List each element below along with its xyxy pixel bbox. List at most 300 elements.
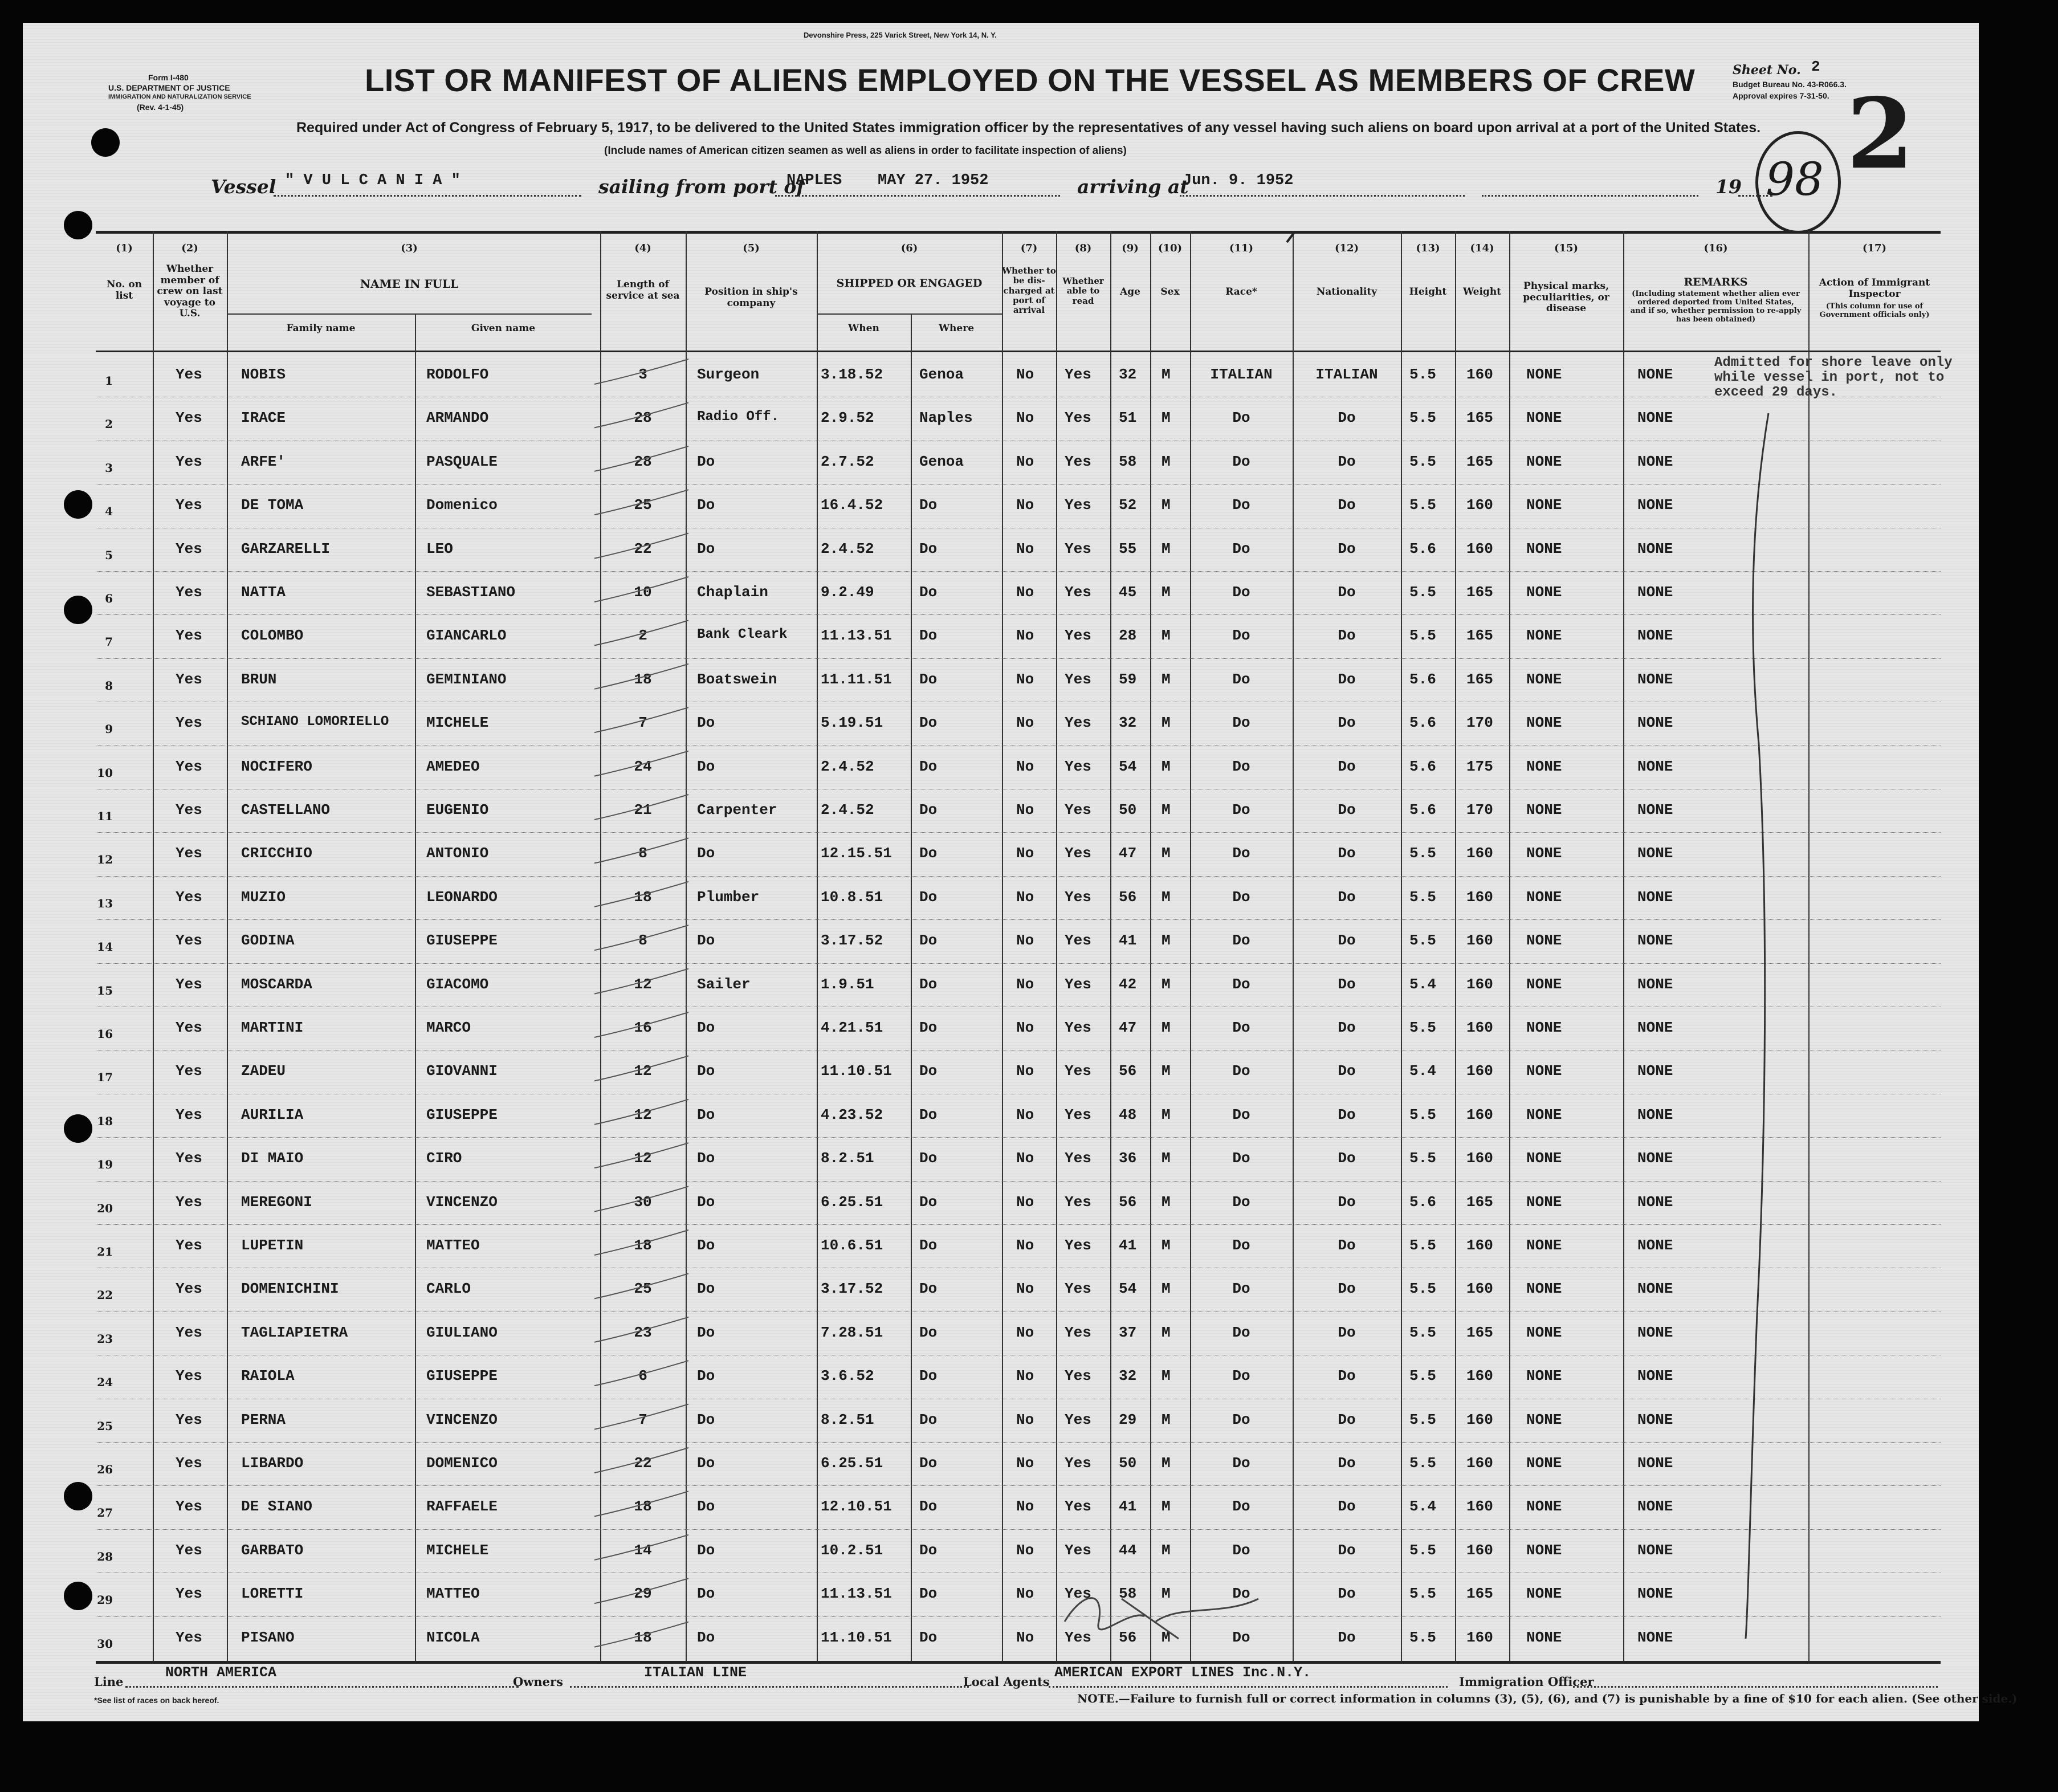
sex: M — [1162, 584, 1171, 601]
height: 5.5 — [1409, 1237, 1436, 1254]
race: Do — [1232, 1323, 1250, 1341]
shipped-where: Do — [919, 1367, 938, 1385]
sex: M — [1162, 1150, 1171, 1167]
remarks-vertical-stroke — [1746, 413, 1768, 1639]
given-name: GEMINIANO — [426, 670, 507, 688]
race: Do — [1232, 496, 1250, 514]
header-remarks: REMARKS — [1684, 276, 1748, 288]
shipped-when: 2.4.52 — [821, 540, 874, 557]
remarks: NONE — [1637, 366, 1673, 383]
nationality: Do — [1338, 540, 1356, 557]
sex: M — [1162, 540, 1171, 557]
height: 5.6 — [1409, 1193, 1436, 1211]
shipped-when: 8.2.51 — [821, 1411, 874, 1428]
remarks: NONE — [1637, 1193, 1673, 1211]
sex: M — [1162, 453, 1171, 470]
shipped-where: Genoa — [919, 453, 964, 470]
able-to-read: Yes — [1065, 932, 1091, 950]
row-number: 14 — [97, 940, 113, 954]
given-name: NICOLA — [426, 1628, 480, 1646]
discharged: No — [1016, 975, 1034, 993]
shipped-where: Do — [919, 1237, 938, 1254]
service-length: 14 — [634, 1541, 652, 1559]
shipped-where: Do — [919, 1193, 938, 1211]
nationality: Do — [1338, 453, 1356, 470]
sex: M — [1162, 888, 1171, 906]
position: Do — [697, 1411, 715, 1428]
family-name: NOBIS — [241, 366, 286, 383]
check-tick — [594, 1012, 688, 1037]
physical-marks: NONE — [1526, 496, 1562, 514]
age: 32 — [1119, 366, 1137, 383]
service-length: 22 — [634, 1455, 652, 1472]
nationality: Do — [1338, 1193, 1356, 1211]
weight: 170 — [1466, 801, 1493, 818]
shipped-when: 11.11.51 — [821, 670, 892, 688]
shipped-where: Do — [919, 1062, 938, 1080]
height: 5.6 — [1409, 540, 1436, 557]
position: Do — [697, 932, 715, 950]
able-to-read: Yes — [1065, 1019, 1091, 1036]
col-num-6: (6) — [900, 242, 918, 254]
given-name: CIRO — [426, 1150, 462, 1167]
shipped-when: 8.2.51 — [821, 1150, 874, 1167]
able-to-read: Yes — [1065, 1585, 1091, 1603]
race: Do — [1232, 584, 1250, 601]
race: Do — [1232, 1062, 1250, 1080]
family-name: CASTELLANO — [241, 801, 331, 818]
check-tick — [594, 1491, 688, 1516]
discharged: No — [1016, 1150, 1034, 1167]
crew-last-voyage: Yes — [176, 1323, 202, 1341]
family-name: RAIOLA — [241, 1367, 295, 1385]
race: Do — [1232, 1150, 1250, 1167]
height: 5.4 — [1409, 1498, 1436, 1516]
race: Do — [1232, 932, 1250, 950]
nationality: Do — [1338, 1323, 1356, 1341]
shipped-where: Do — [919, 1498, 938, 1516]
vessel-label: Vessel — [211, 176, 276, 198]
col-num-1: (1) — [116, 242, 133, 254]
crew-last-voyage: Yes — [176, 845, 202, 862]
shipped-where: Do — [919, 1106, 938, 1123]
age: 50 — [1119, 1455, 1137, 1472]
nationality: Do — [1338, 1455, 1356, 1472]
race: Do — [1232, 1367, 1250, 1385]
service-length: 28 — [634, 409, 652, 427]
row-number: 26 — [97, 1463, 113, 1476]
age: 32 — [1119, 714, 1137, 732]
col-num-2: (2) — [181, 242, 198, 254]
race: Do — [1232, 1498, 1250, 1516]
able-to-read: Yes — [1065, 496, 1091, 514]
remarks: NONE — [1637, 496, 1673, 514]
age: 45 — [1119, 584, 1137, 601]
document-title: LIST OR MANIFEST OF ALIENS EMPLOYED ON THE VESSEL AS MEMBERS OF CREW — [365, 62, 1696, 98]
shipped-when: 16.4.52 — [821, 496, 883, 514]
given-name: GIUSEPPE — [426, 932, 498, 950]
race: Do — [1232, 714, 1250, 732]
shipped-when: 11.10.51 — [821, 1628, 892, 1646]
sex: M — [1162, 1585, 1171, 1603]
remarks: NONE — [1637, 627, 1673, 645]
header-sex: Sex — [1160, 286, 1180, 298]
col-num-14: (14) — [1470, 242, 1494, 254]
given-name: MICHELE — [426, 714, 489, 732]
check-tick — [594, 751, 688, 776]
remarks: NONE — [1637, 932, 1673, 950]
weight: 165 — [1466, 584, 1493, 601]
able-to-read: Yes — [1065, 1367, 1091, 1385]
family-name: DE TOMA — [241, 496, 304, 514]
check-tick — [594, 1230, 688, 1255]
weight: 160 — [1466, 1280, 1493, 1298]
check-tick — [594, 925, 688, 950]
remarks: NONE — [1637, 714, 1673, 732]
sex: M — [1162, 1498, 1171, 1516]
arrival-date: Jun. 9. 1952 — [1183, 172, 1294, 189]
crew-last-voyage: Yes — [176, 1019, 202, 1036]
physical-marks: NONE — [1526, 453, 1562, 470]
crew-last-voyage: Yes — [176, 932, 202, 950]
given-name: VINCENZO — [426, 1193, 498, 1211]
remarks: NONE — [1637, 757, 1673, 775]
physical-marks: NONE — [1526, 1323, 1562, 1341]
able-to-read: Yes — [1065, 1455, 1091, 1472]
shipped-where: Do — [919, 932, 938, 950]
given-name: GIULIANO — [426, 1323, 498, 1341]
service-length: 3 — [638, 366, 647, 383]
height: 5.5 — [1409, 1628, 1436, 1646]
sheet-number: 2 — [1811, 58, 1820, 75]
able-to-read: Yes — [1065, 1106, 1091, 1123]
sex: M — [1162, 1323, 1171, 1341]
remarks: NONE — [1637, 1323, 1673, 1341]
sex: M — [1162, 366, 1171, 383]
col-num-3: (3) — [401, 242, 418, 254]
race: Do — [1232, 540, 1250, 557]
check-tick — [594, 1099, 688, 1125]
nationality: Do — [1338, 1019, 1356, 1036]
shipped-where: Do — [919, 1411, 938, 1428]
remarks: NONE — [1637, 1455, 1673, 1472]
height: 5.5 — [1409, 1150, 1436, 1167]
shipped-where: Do — [919, 1455, 938, 1472]
shipped-where: Do — [919, 1280, 938, 1298]
weight: 160 — [1466, 1411, 1493, 1428]
remarks: NONE — [1637, 453, 1673, 470]
check-tick — [594, 838, 688, 863]
able-to-read: Yes — [1065, 670, 1091, 688]
able-to-read: Yes — [1065, 1193, 1091, 1211]
given-name: PASQUALE — [426, 453, 498, 470]
discharged: No — [1016, 1367, 1034, 1385]
given-name: ARMANDO — [426, 409, 489, 427]
weight: 160 — [1466, 1106, 1493, 1123]
weight: 160 — [1466, 1150, 1493, 1167]
header-name-in-full: NAME IN FULL — [360, 277, 459, 291]
remarks: NONE — [1637, 1541, 1673, 1559]
line-dotline — [125, 1686, 519, 1688]
position: Do — [697, 1455, 715, 1472]
family-name: BRUN — [241, 670, 277, 688]
row-number: 6 — [105, 592, 113, 605]
header-action-note: (This column for use of Government officials only) — [1819, 302, 1930, 319]
age: 41 — [1119, 1498, 1137, 1516]
nationality: Do — [1338, 584, 1356, 601]
crew-last-voyage: Yes — [176, 540, 202, 557]
weight: 170 — [1466, 714, 1493, 732]
shipped-where: Genoa — [919, 366, 964, 383]
vessel-dotline — [274, 195, 581, 197]
nationality: ITALIAN — [1315, 366, 1378, 383]
shipped-where: Do — [919, 1585, 938, 1603]
check-tick — [594, 1143, 688, 1168]
discharged: No — [1016, 409, 1034, 427]
remarks: NONE — [1637, 409, 1673, 427]
height: 5.5 — [1409, 1323, 1436, 1341]
manifest-sheet — [23, 23, 2018, 1721]
position: Do — [697, 1062, 715, 1080]
physical-marks: NONE — [1526, 1367, 1562, 1385]
physical-marks: NONE — [1526, 627, 1562, 645]
col-num-17: (17) — [1862, 242, 1887, 254]
height: 5.5 — [1409, 496, 1436, 514]
agents-dotline — [1049, 1686, 1448, 1688]
header-race: Race* — [1225, 286, 1257, 298]
physical-marks: NONE — [1526, 801, 1562, 818]
shipped-where: Do — [919, 670, 938, 688]
age: 41 — [1119, 1237, 1137, 1254]
sex: M — [1162, 496, 1171, 514]
age: 56 — [1119, 1193, 1137, 1211]
race: ITALIAN — [1210, 366, 1273, 383]
weight: 165 — [1466, 453, 1493, 470]
position: Do — [697, 845, 715, 862]
weight: 160 — [1466, 1237, 1493, 1254]
check-tick — [594, 533, 688, 559]
nationality: Do — [1338, 757, 1356, 775]
position: Sailer — [697, 975, 751, 993]
header-where: Where — [938, 323, 975, 334]
able-to-read: Yes — [1065, 757, 1091, 775]
height: 5.6 — [1409, 714, 1436, 732]
position: Do — [697, 1193, 715, 1211]
header-weight: Weight — [1462, 286, 1502, 298]
crew-last-voyage: Yes — [176, 670, 202, 688]
line-value: NORTH AMERICA — [165, 1664, 277, 1681]
remarks: NONE — [1637, 801, 1673, 818]
physical-marks: NONE — [1526, 1411, 1562, 1428]
shipped-when: 10.8.51 — [821, 888, 883, 906]
position: Do — [697, 757, 715, 775]
discharged: No — [1016, 1237, 1034, 1254]
crew-last-voyage: Yes — [176, 1585, 202, 1603]
check-tick — [594, 620, 688, 645]
service-length: 18 — [634, 670, 652, 688]
shipped-when: 11.10.51 — [821, 1062, 892, 1080]
check-tick — [594, 577, 688, 602]
col-num-4: (4) — [634, 242, 651, 254]
col-num-8: (8) — [1074, 242, 1092, 254]
shipped-when: 10.6.51 — [821, 1237, 883, 1254]
remarks: NONE — [1637, 975, 1673, 993]
physical-marks: NONE — [1526, 1585, 1562, 1603]
check-tick — [594, 402, 688, 427]
nationality: Do — [1338, 714, 1356, 732]
nationality: Do — [1338, 1062, 1356, 1080]
sex: M — [1162, 627, 1171, 645]
physical-marks: NONE — [1526, 888, 1562, 906]
remarks: NONE — [1637, 584, 1673, 601]
col-num-7: (7) — [1020, 242, 1038, 254]
family-name: GARZARELLI — [241, 540, 331, 557]
shipped-where: Do — [919, 1628, 938, 1646]
given-name: ANTONIO — [426, 845, 489, 862]
discharged: No — [1016, 932, 1034, 950]
height: 5.5 — [1409, 1106, 1436, 1123]
service-length: 24 — [634, 757, 652, 775]
nationality: Do — [1338, 1411, 1356, 1428]
family-name: NATTA — [241, 584, 286, 601]
age: 47 — [1119, 1019, 1137, 1036]
header-given-name: Given name — [471, 323, 536, 334]
physical-marks: NONE — [1526, 1280, 1562, 1298]
header-height: Height — [1409, 286, 1447, 298]
physical-marks: NONE — [1526, 757, 1562, 775]
position: Radio Off. — [697, 409, 780, 425]
remarks: NONE — [1637, 1062, 1673, 1080]
crew-last-voyage: Yes — [176, 1237, 202, 1254]
nationality: Do — [1338, 670, 1356, 688]
weight: 160 — [1466, 1019, 1493, 1036]
shore-leave-annotation-line3: exceed 29 days. — [1714, 385, 1838, 400]
weight: 165 — [1466, 1193, 1493, 1211]
physical-marks: NONE — [1526, 1498, 1562, 1516]
service-length: 6 — [638, 1367, 647, 1385]
service-length: 18 — [634, 1498, 652, 1516]
weight: 165 — [1466, 627, 1493, 645]
race: Do — [1232, 888, 1250, 906]
discharged: No — [1016, 670, 1034, 688]
age: 59 — [1119, 670, 1137, 688]
age: 56 — [1119, 888, 1137, 906]
discharged: No — [1016, 584, 1034, 601]
header-remarks-note: (Including statement whether alien ever ordered deported from United States, and if so, whether permission to re-apply has been obtained) — [1630, 290, 1802, 324]
sex: M — [1162, 975, 1171, 993]
shipped-where: Do — [919, 801, 938, 818]
weight: 160 — [1466, 932, 1493, 950]
check-tick — [594, 1273, 688, 1298]
crew-last-voyage: Yes — [176, 1062, 202, 1080]
discharged: No — [1016, 1062, 1034, 1080]
sex: M — [1162, 845, 1171, 862]
age: 48 — [1119, 1106, 1137, 1123]
given-name: CARLO — [426, 1280, 471, 1298]
position: Do — [697, 1019, 715, 1036]
discharged: No — [1016, 627, 1034, 645]
given-name: GIACOMO — [426, 975, 489, 993]
service-length: 22 — [634, 540, 652, 557]
header-family-name: Family name — [286, 323, 356, 334]
owners-value: ITALIAN LINE — [644, 1664, 747, 1681]
check-tick — [594, 1622, 688, 1647]
race: Do — [1232, 1237, 1250, 1254]
nationality: Do — [1338, 932, 1356, 950]
shipped-where: Do — [919, 845, 938, 862]
able-to-read: Yes — [1065, 714, 1091, 732]
shipped-when: 2.9.52 — [821, 409, 874, 427]
shipped-when: 3.17.52 — [821, 932, 883, 950]
weight: 160 — [1466, 1455, 1493, 1472]
able-to-read: Yes — [1065, 1498, 1091, 1516]
service-length: 8 — [638, 845, 647, 862]
family-name: LUPETIN — [241, 1237, 304, 1254]
year-label: 19 — [1715, 176, 1742, 198]
header-last-voyage: Whether member of crew on last voyage to U.S. — [157, 263, 223, 320]
position: Do — [697, 453, 715, 470]
remarks: NONE — [1637, 1628, 1673, 1646]
crew-last-voyage: Yes — [176, 1628, 202, 1646]
age: 29 — [1119, 1411, 1137, 1428]
age: 36 — [1119, 1150, 1137, 1167]
col-num-16: (16) — [1704, 242, 1728, 254]
nationality: Do — [1338, 496, 1356, 514]
races-note: *See list of races on back hereof. — [94, 1696, 219, 1705]
shipped-when: 5.19.51 — [821, 714, 883, 732]
owners-label: Owners — [513, 1675, 563, 1689]
race: Do — [1232, 1455, 1250, 1472]
crew-last-voyage: Yes — [176, 888, 202, 906]
race: Do — [1232, 1193, 1250, 1211]
crew-last-voyage: Yes — [176, 714, 202, 732]
nationality: Do — [1338, 1106, 1356, 1123]
service-length: 10 — [634, 584, 652, 601]
check-tick — [594, 1578, 688, 1603]
row-number: 28 — [97, 1549, 113, 1563]
physical-marks: NONE — [1526, 1193, 1562, 1211]
nationality: Do — [1338, 1541, 1356, 1559]
given-name: VINCENZO — [426, 1411, 498, 1428]
service-length: 25 — [634, 496, 652, 514]
family-name: PERNA — [241, 1411, 286, 1428]
age: 55 — [1119, 540, 1137, 557]
race: Do — [1232, 1106, 1250, 1123]
weight: 160 — [1466, 1628, 1493, 1646]
family-name: MEREGONI — [241, 1193, 312, 1211]
weight: 160 — [1466, 975, 1493, 993]
race: Do — [1232, 1019, 1250, 1036]
service-length: 28 — [634, 453, 652, 470]
age: 56 — [1119, 1062, 1137, 1080]
header-shipped-engaged: SHIPPED OR ENGAGED — [836, 277, 983, 290]
crew-last-voyage: Yes — [176, 1193, 202, 1211]
sex: M — [1162, 409, 1171, 427]
given-name: GIUSEPPE — [426, 1106, 498, 1123]
shipped-where: Do — [919, 975, 938, 993]
family-name: AURILIA — [241, 1106, 304, 1123]
able-to-read: Yes — [1065, 366, 1091, 383]
family-name: GODINA — [241, 932, 295, 950]
row-number: 27 — [97, 1506, 113, 1520]
shipped-when: 2.4.52 — [821, 801, 874, 818]
sex: M — [1162, 757, 1171, 775]
position: Do — [697, 714, 715, 732]
height: 5.5 — [1409, 1019, 1436, 1036]
port-dotline — [775, 195, 1060, 197]
position: Do — [697, 540, 715, 557]
family-name: COLOMBO — [241, 627, 304, 645]
